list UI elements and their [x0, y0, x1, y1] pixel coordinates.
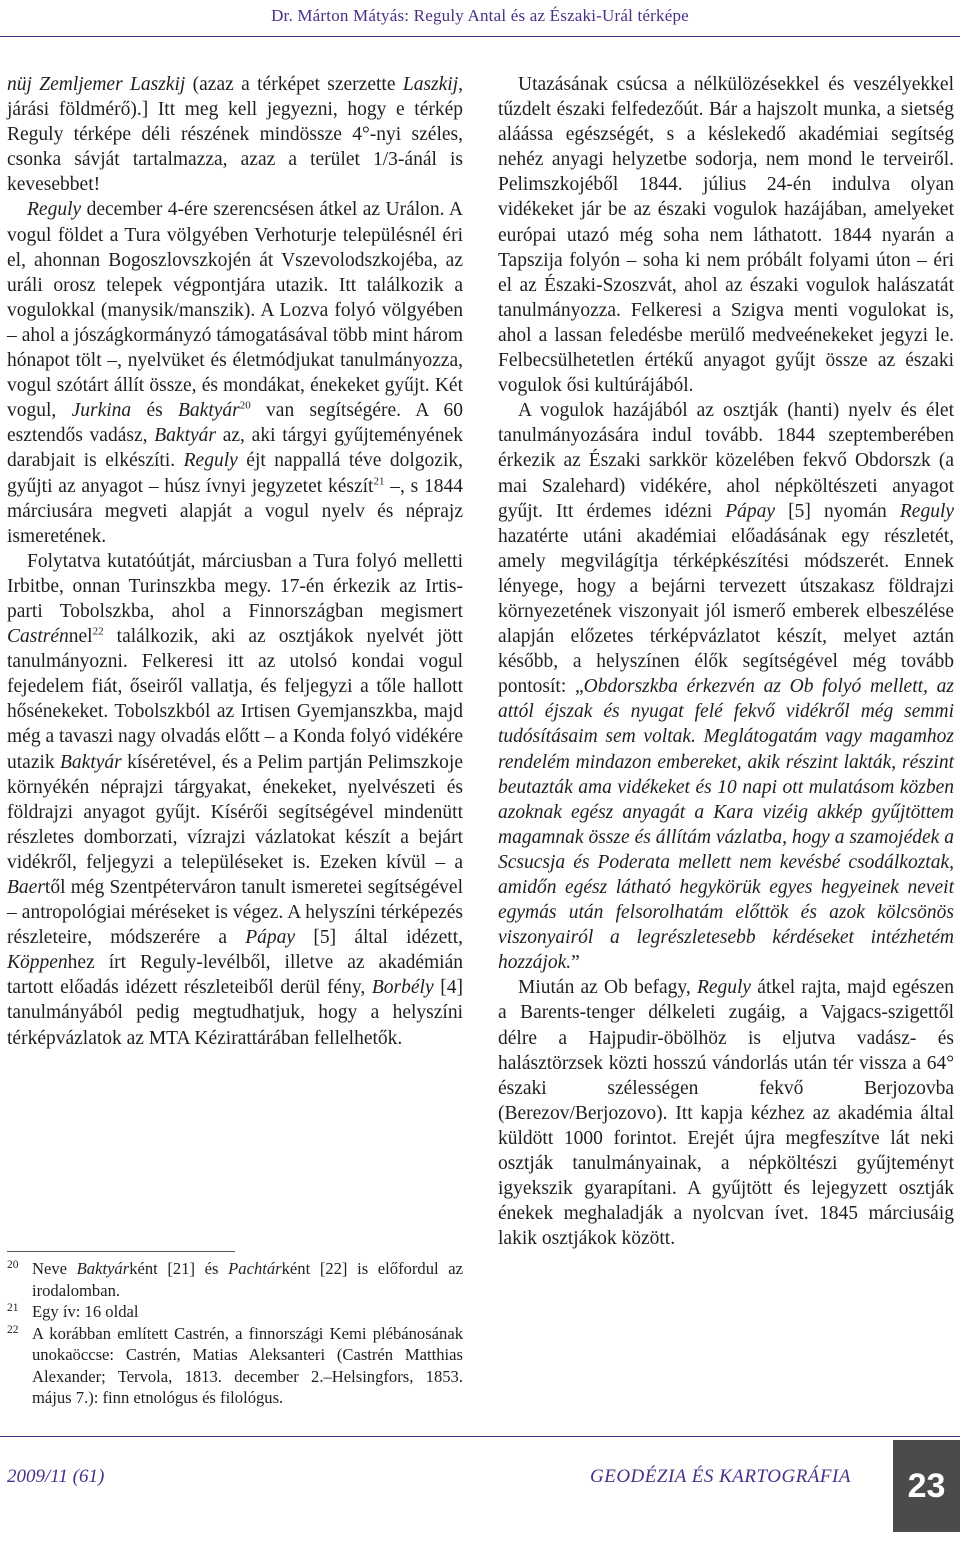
text-italic: Baktyár [60, 751, 122, 773]
text-italic: Pápay [245, 927, 296, 949]
text-italic: Baktyár [154, 425, 216, 447]
text: ként [21] és [129, 1259, 229, 1278]
text: [5] által idézett, [295, 927, 463, 949]
left-paragraph-3 [7, 549, 463, 1051]
text-italic: Reguly [899, 500, 955, 522]
right-paragraph-1 [498, 72, 954, 398]
text: Folytatva kutatóútját, márciusban a Tura folyó melletti Irbitbe, onnan Turinszkba megy. 17-én érkezik az Irtis-parti Tobolszkba, ahol a Finnországban megismert [7, 550, 463, 622]
text-italic: Pápay [725, 500, 776, 522]
right-column [498, 72, 954, 1251]
footnote-rule [7, 1251, 235, 1252]
footer-rule [0, 1436, 960, 1437]
text: ” [571, 952, 580, 974]
footnote-ref-21: 21 [373, 475, 385, 487]
text: [5] nyomán [775, 500, 900, 522]
footnotes [7, 1258, 463, 1409]
text: A korábban említett Castrén, a finnországi Kemi plébánosának unokaöccse: Castrén, Matias Aleksanteri (Castrén Matthias Alexander; Tervola, 1813. december 2.–Helsingfors, 1853. május 7.): finn etnológus és filológus. [32, 1323, 463, 1407]
footnote-20 [7, 1258, 463, 1301]
text-italic: Laszkij, [402, 74, 463, 95]
text-italic: Köppen [7, 952, 68, 974]
right-paragraph-3 [498, 975, 954, 1251]
footnote-number: 20 [7, 1259, 19, 1271]
text: átkel rajta, majd egészen a Barents-tenger délkeleti zugáig, a Vajgacs-szigettől délre a Hajpudir-öbölhöz is eljutva vadász- és halásztörzsek közti hosszú vándorlás után tér vissza a 64° északi szélességen fekvő Berjozovba (Berezov/Berjozovo). Itt kapja kézhez az akadémia által küldött 1000 forintot. Erejét újra megfeszítve lát neki osztják tanulmányainak, a népköltészi gyűjteményt igyekszik gyarapítani. A gyűjtött és lejegyzett osztják énekek meghaladják a nyolcvan ívet. 1845 márciusáig lakik osztjákok között. [498, 977, 955, 1250]
text-italic: Jurkina [71, 400, 132, 422]
footer-issue: 2009/11 (61) [7, 1466, 105, 1487]
text: hazatérte utáni akadémiai előadásának egy részletét, amely megvilágítja térképkészítési módszerét. Ennek lényege, hogy a bejárni tervezett útszakasz földrajzi környezetének viszonyait jól ismerő emberek elbeszélése alapján előzetes térképvázlatot készít, melyet aztán később, a helyszínen élők segítségével még tovább pontosít: „ [498, 525, 954, 698]
quote-italic: Obdorszkba érkezvén az Ob folyó mellett, az attól éjszak és nyugat felé fekvő vidékről még semmi tudósításaim sem voltak. Meglátogatám vagy magamhoz rendelém mindazon embereket, akik részint lakták, részint beutazták ama vidékeket és 10 napi ott mulatásom közben azoknak egész anyagát a Kara vizéig akkép gyűjtöttem magamnak össze és állítám vázlatba, hogy a szamojédek a Scsucsja és Poderata mellett nem kevésbé csodálkoztak, amidőn egész látható hegykörük egyes hegyeinek neveit egymás után felsorolhatám előttök és azok kölcsönös viszonyairól a legrészletesebb kérdéseket intézhetém hozzájok. [498, 676, 954, 974]
text: nel [68, 626, 93, 648]
text: A vogulok hazájából az osztják (hanti) nyelv és élet tanulmányozására indul tovább. 1844 szeptemberében érkezik az Északi sarkkör közelében fekvő Obdorszk (a mai Szalehard) vidékére, ahol népköltészeti anyagot gyűjt. Itt érdemes idézni [498, 400, 954, 522]
text: Egy ív: 16 oldal [32, 1302, 139, 1321]
footnote-number: 22 [7, 1323, 19, 1336]
text: Utazásának csúcsa a nélkülözésekkel és veszélyekkel tűzdelt északi felfedezőút. Bár a hajszolt munka, a sietség aláássa egészségét, s a késlekedő akadémiai segítség nehéz anyagi helyzetbe sodorja, nem mond le terveiről. Pelimszkojéből 1844. július 24-én indulva olyan vidékeket jár be az északi vogulok hazájában, amelyeket európai utazó még soha nem láthatott. 1844 nyarán a Tapszija folyón – soha ki nem próbált folyami úton – éri el az Északi-Szoszvát, ahol az északi vogulok halászatát tanulmányozza. Felkeresi a Szigva menti vogulokat is, ahol a lassan feledésbe merülő medveénekeket jegyzi le. Felbecsülhetetlen értékű anyagot gyűjt össze az északi vogulok ősi kultúrájából. [498, 74, 954, 397]
text: kíséretével, és a Pelim partján Pelimszkoje környékén néprajzi tárgyakat, énekeket, nyelvészeti és földrajzi anyagot gyűjt. Kísérői segítségével mindenütt részletes domborzati, vízrajzi vázlatokat készít a bejárt vidékről, feljegyzi a településeket is. Ezeken kívül – a [7, 751, 463, 873]
right-paragraph-2 [498, 398, 954, 975]
text-italic: nüj Zemljemer Laszkij [7, 74, 186, 95]
text: től még Szentpéterváron tanult ismeretei segítségével – antropológiai méréseket is végez. A helyszíni térképezés részleteire, módszerére a [7, 877, 463, 949]
text: Miután az Ob befagy, [518, 977, 697, 999]
text-italic: Baer [7, 877, 45, 898]
text-italic: Borbély [371, 977, 434, 999]
footer-journal-title: GEODÉZIA ÉS KARTOGRÁFIA [590, 1466, 851, 1487]
text: (azaz a térképet szerzette [185, 74, 403, 95]
text: [4] tanulmányából pedig megtudhatjuk, hogy a helyszíni térképvázlatok az MTA Kézirattárában fellelhetők. [7, 977, 463, 1049]
footnote-22 [7, 1323, 463, 1409]
running-title: Dr. Márton Mátyás: Reguly Antal és az Északi-Urál térképe [271, 6, 689, 25]
text-italic: Reguly [27, 199, 82, 221]
text-italic: Reguly [183, 450, 238, 472]
text-italic: Castrén [7, 626, 69, 648]
text: –, s 1844 márciusára megveti alapját a vogul nyelv és néprajz ismeretének. [7, 475, 463, 547]
left-paragraph-1 [7, 72, 463, 197]
footnote-21 [7, 1301, 463, 1323]
text: és [131, 400, 179, 422]
left-column [7, 72, 463, 1051]
footnote-ref-22: 22 [92, 625, 104, 638]
text-italic: Pachtár [228, 1259, 282, 1278]
text: hez írt Reguly-levélből, illetve az akadémián tartott előadás idézett részleteiből derül fény, [7, 952, 463, 999]
header-rule [0, 36, 960, 37]
text: van segítségére. A 60 esztendős vadász, [7, 400, 464, 447]
left-paragraph-2 [7, 197, 463, 548]
text: ként [22] is előfordul az irodalomban. [32, 1259, 463, 1300]
text: éjt nappallá téve dolgozik, gyűjti az anyagot – húsz ívnyi jegyzetet készít [7, 450, 463, 497]
text-italic: Baktyár [178, 400, 240, 422]
footnote-number: 21 [7, 1302, 19, 1314]
text: december 4-ére szerencsésen átkel az Urálon. A vogul földet a Tura völgyében Verhoturje településnél éri el, ahonnan Bogoszlovszkojén át Vszevolodszkojéba, az uráli orosz telepek végpontjára utazik. Itt találkozik a vogulokkal (manysik/manszik). A Lozva folyó völgyében – ahol a jószágkormányzó támogatásával több mint három hónapot tölt –, nyelvüket és életmódjukat tanulmányozza, vogul szótárt állít össze, és mondákat, énekeket gyűjt. Két vogul, [7, 199, 463, 422]
text: Neve [32, 1259, 77, 1278]
text: találkozik, aki az osztjákok nyelvét jött tanulmányozni. Felkeresi itt az utolsó kondai vogul fejedelem fiát, őseiről vallatja, és feljegyzi a tőle hallott hősénekeket. Tobolszkból az Irtisen Gyemjanszkba, majd még a tavaszi nagy olvadás előtt – a Konda folyó vidékére utazik [7, 626, 463, 773]
page-number: 23 [893, 1440, 960, 1532]
text-italic: Reguly [696, 977, 752, 999]
text: járási földmérő).] Itt meg kell jegyezni, hogy e térkép Reguly térképe déli részének mindössze 4°-nyi széles, csonka sávját tartalmazza, azaz a terület 1/3-ánál is kevesebbet! [7, 99, 463, 196]
footnote-ref-20: 20 [239, 399, 251, 412]
text: az, aki tárgyi gyűjteményének darabjait is elkészíti. [7, 425, 463, 472]
text-italic: Baktyár [76, 1259, 130, 1278]
